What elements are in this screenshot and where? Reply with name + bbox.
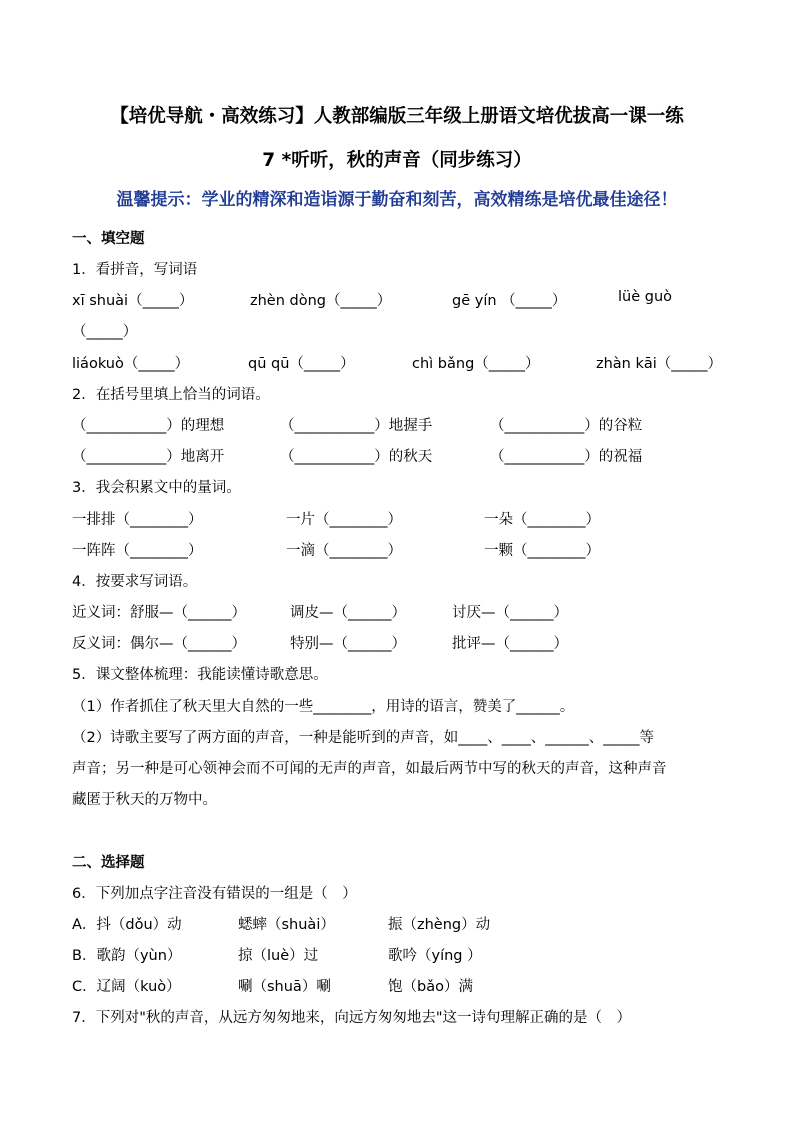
q3-item: 一朵（________） xyxy=(484,512,600,528)
q5-part2-line1: （2）诗歌主要写了两方面的声音，一种是能听到的声音，如____、____、______、_____等 xyxy=(72,730,654,746)
q4-item: 批评—（______） xyxy=(452,636,568,652)
q1-item: chì bǎng（_____） xyxy=(412,356,540,372)
q2-item: （___________）的谷粒 xyxy=(490,418,643,434)
tip-text: 温馨提示：学业的精深和造诣源于勤奋和刻苦，高效精练是培优最佳途径！ xyxy=(116,190,678,210)
q6-option-c: C．辽阔（kuò） xyxy=(72,979,181,995)
q2-item: （___________）的祝福 xyxy=(490,449,643,465)
q2-item: （___________）地离开 xyxy=(72,449,225,465)
q2-item: （___________）的理想 xyxy=(72,418,225,434)
q1-item: zhèn dòng（_____） xyxy=(250,293,392,309)
q1-item: lüè guò xyxy=(618,289,673,305)
q6-option-a-item: 蟋蟀（shuài） xyxy=(238,917,335,933)
q2-item: （___________）的秋天 xyxy=(280,449,433,465)
q6-option-c-item: 饱（bǎo）满 xyxy=(388,979,473,995)
q6-option-b: B．歌韵（yùn） xyxy=(72,948,182,964)
q1-item: liáokuò（_____） xyxy=(72,356,190,372)
title-line1: 【培优导航・高效练习】人教部编版三年级上册语文培优拔高一课一练 xyxy=(110,106,684,127)
q6-option-c-item: 唰（shuā）唰 xyxy=(238,979,331,995)
q5-part2-line2: 声音；另一种是可心领神会而不可闻的无声的声音，如最后两节中写的秋天的声音，这种声音 xyxy=(72,761,667,777)
q6-option-b-item: 掠（luè）过 xyxy=(238,948,319,964)
section1-heading: 一、填空题 xyxy=(72,231,145,247)
q4-item: 近义词：舒服—（______） xyxy=(72,605,246,621)
q3-item: 一阵阵（________） xyxy=(72,543,203,559)
q6-option-b-item: 歌吟（yíng ） xyxy=(388,948,482,964)
q6-option-a: A．抖（dǒu）动 xyxy=(72,917,182,933)
q1-item: zhàn kāi（_____） xyxy=(596,356,723,372)
q3-stem: 3．我会积累文中的量词。 xyxy=(72,480,241,496)
q3-item: 一颗（________） xyxy=(484,543,600,559)
q3-item: 一片（________） xyxy=(286,512,402,528)
q6-stem: 6．下列加点字注音没有错误的一组是（ ） xyxy=(72,886,357,902)
q1-item: gē yín （_____） xyxy=(452,293,567,309)
q3-item: 一排排（________） xyxy=(72,512,203,528)
q6-option-a-item: 振（zhèng）动 xyxy=(388,917,491,933)
q2-item: （___________）地握手 xyxy=(280,418,433,434)
q4-item: 讨厌—（______） xyxy=(452,605,568,621)
q5-part1: （1）作者抓住了秋天里大自然的一些________，用诗的语言，赞美了______。 xyxy=(72,699,575,715)
q1-item: xī shuài（_____） xyxy=(72,293,194,309)
q4-item: 特别—（______） xyxy=(290,636,406,652)
q4-item: 调皮—（______） xyxy=(290,605,406,621)
q5-part2-line3: 藏匿于秋天的万物中。 xyxy=(72,792,217,808)
q1-item: （_____） xyxy=(72,324,138,340)
q5-stem: 5．课文整体梳理：我能读懂诗歌意思。 xyxy=(72,667,328,683)
q3-item: 一滴（________） xyxy=(286,543,402,559)
q7-stem: 7．下列对"秋的声音，从远方匆匆地来，向远方匆匆地去"这一诗句理解正确的是（ ） xyxy=(72,1010,632,1026)
q4-stem: 4．按要求写词语。 xyxy=(72,574,198,590)
q2-stem: 2．在括号里填上恰当的词语。 xyxy=(72,387,270,403)
title-line2: 7 *听听，秋的声音（同步练习） xyxy=(262,150,532,171)
q4-item: 反义词：偶尔—（______） xyxy=(72,636,246,652)
section2-heading: 二、选择题 xyxy=(72,855,145,871)
q1-item: qū qū（_____） xyxy=(248,356,355,372)
q1-stem: 1．看拼音，写词语 xyxy=(72,262,198,278)
